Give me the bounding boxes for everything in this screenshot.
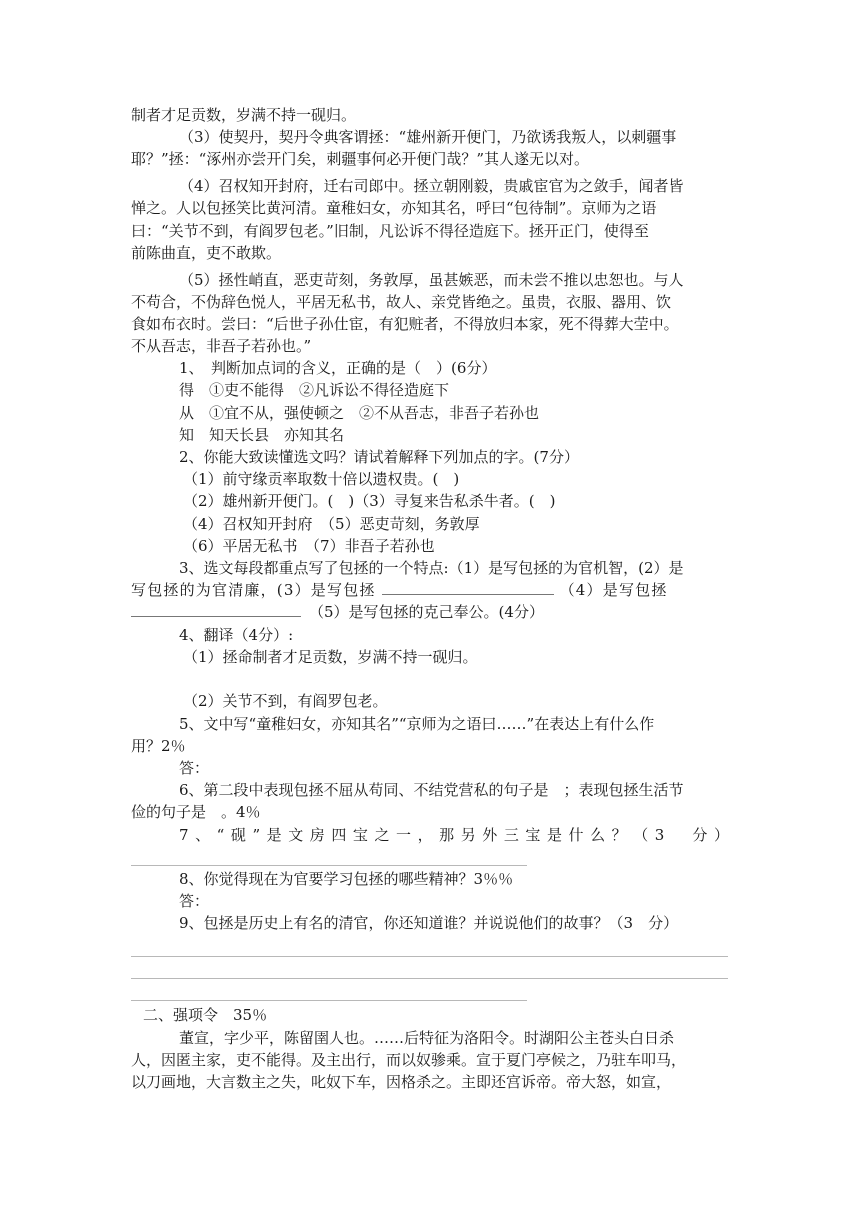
question-3-line-2 (131, 579, 729, 601)
question-9: 9、包拯是历史上有名的清官，你还知道谁？并说说他们的故事？（3 分） (179, 914, 679, 932)
question-2: 2、你能大致读懂选文吗？请试着解释下列加点的字。(7分） (179, 448, 579, 466)
question-5-line-1: 5、文中写“童稚妇女，亦知其名”“京师为之语曰……”在表达上有什么作 (179, 715, 655, 733)
question-3-line-3 (131, 601, 729, 623)
paragraph-4-line-2: 惮之。人以包拯笑比黄河清。童稚妇女，亦知其名，呼曰“包待制”。京师为之语 (131, 199, 657, 217)
paragraph-5-line-3: 食如布衣时。尝曰：“后世子孙仕宦，有犯赃者，不得放归本家，死不得葬大茔中。 (131, 315, 679, 333)
answer-label: 答： (179, 759, 210, 777)
question-1-option-zhi: 知 知天长县 亦知其名 (179, 426, 345, 444)
answer-line (131, 978, 728, 979)
question-1-option-de: 得 ①吏不能得 ②凡诉讼不得径造庭下 (179, 381, 450, 399)
question-2-item-4-5: （4）召权知开封府 （5）恶吏苛刻，务敦厚 (183, 515, 480, 533)
question-2-item-1: （1）前守缘贡率取数十倍以遗权贵。( ) (183, 470, 460, 488)
question-3-text-a: 写包拯的为官清廉，(3）是写包拯 (131, 581, 376, 599)
paragraph-3-line-2: 耶？”拯：“涿州亦尝开门矣，刺疆事何必开便门哉？”其人遂无以对。 (131, 150, 590, 168)
paragraph-3-line-1: （3）使契丹，契丹令典客谓拯：“雄州新开便门，乃欲诱我叛人，以刺疆事 (179, 128, 677, 146)
question-7: 7、“砚”是文房四宝之一，那另外三宝是什么？（3 分） (179, 826, 729, 844)
section-2-line-3: 以刀画地，大言数主之失，叱奴下车，因格杀之。主即还宫诉帝。帝大怒，如宣， (131, 1073, 672, 1091)
question-6-line-1: 6、第二段中表现包拯不屈从苟同、不结党营私的句子是 ；表现包拯生活节 (179, 781, 684, 799)
question-8: 8、你觉得现在为官要学习包拯的哪些精神？3％％ (179, 870, 514, 888)
question-3-blank-4[interactable] (131, 602, 301, 617)
paragraph-5-line-4: 不从吾志，非吾子若孙也。” (131, 337, 312, 355)
question-4: 4、翻译（4分）: (179, 626, 294, 644)
question-4-item-1: （1）拯命制者才足贡数，岁满不持一砚归。 (183, 648, 478, 666)
question-4-item-2: （2）关节不到，有阎罗包老。 (183, 692, 388, 710)
paragraph-continuation: 制者才足贡数，岁满不持一砚归。 (131, 106, 357, 124)
answer-label-2: 答： (179, 892, 210, 910)
question-2-item-2-3: （2）雄州新开便门。( )（3）寻复来告私杀牛者。( ) (183, 492, 556, 510)
section-2-line-1: 董宣，字少平，陈留圉人也。……后特征为洛阳令。时湖阳公主苍头白日杀 (179, 1029, 675, 1047)
question-1: 1、 判断加点词的含义，正确的是（ ）(6分） (179, 359, 497, 377)
paragraph-4-line-1: （4）召权知开封府，迁右司郎中。拯立朝刚毅，贵戚宦官为之敛手，闻者皆 (179, 177, 684, 195)
answer-line (131, 865, 527, 866)
answer-line (131, 1000, 527, 1001)
paragraph-5-line-2: 不苟合，不伪辞色悦人，平居无私书，故人、亲党皆绝之。虽贵，衣服、器用、饮 (131, 293, 672, 311)
question-3-blank-3[interactable] (382, 580, 554, 595)
question-3-text-b: （4）是写包拯 (559, 581, 668, 599)
answer-line (131, 956, 728, 957)
question-3-line-1: 3、选文每段都重点写了包拯的一个特点:（1）是写包拯的为官机智，(2）是 (179, 559, 684, 577)
question-6-line-2: 俭的句子是 。4％ (131, 803, 261, 821)
question-5-line-2: 用？2％ (131, 737, 186, 755)
section-2-heading: 二、强项令 35％ (143, 1006, 268, 1024)
question-1-option-cong: 从 ①宜不从，强使顿之 ②不从吾志，非吾子若孙也 (179, 404, 540, 422)
question-2-item-6-7: （6）平居无私书 （7）非吾子若孙也 (183, 537, 435, 555)
question-3-text-c: （5）是写包拯的克己奉公。(4分） (309, 603, 544, 621)
section-2-line-2: 人，因匿主家，吏不能得。及主出行，而以奴骖乘。宣于夏门亭候之，乃驻车叩马， (131, 1051, 687, 1069)
paragraph-5-line-1: （5）拯性峭直，恶吏苛刻，务敦厚，虽甚嫉恶，而未尝不推以忠恕也。与人 (179, 271, 684, 289)
paragraph-4-line-4: 前陈曲直，吏不敢欺。 (131, 244, 282, 262)
paragraph-4-line-3: 曰：“关节不到，有阎罗包老。”旧制，凡讼诉不得径造庭下。拯开正门，使得至 (131, 222, 649, 240)
